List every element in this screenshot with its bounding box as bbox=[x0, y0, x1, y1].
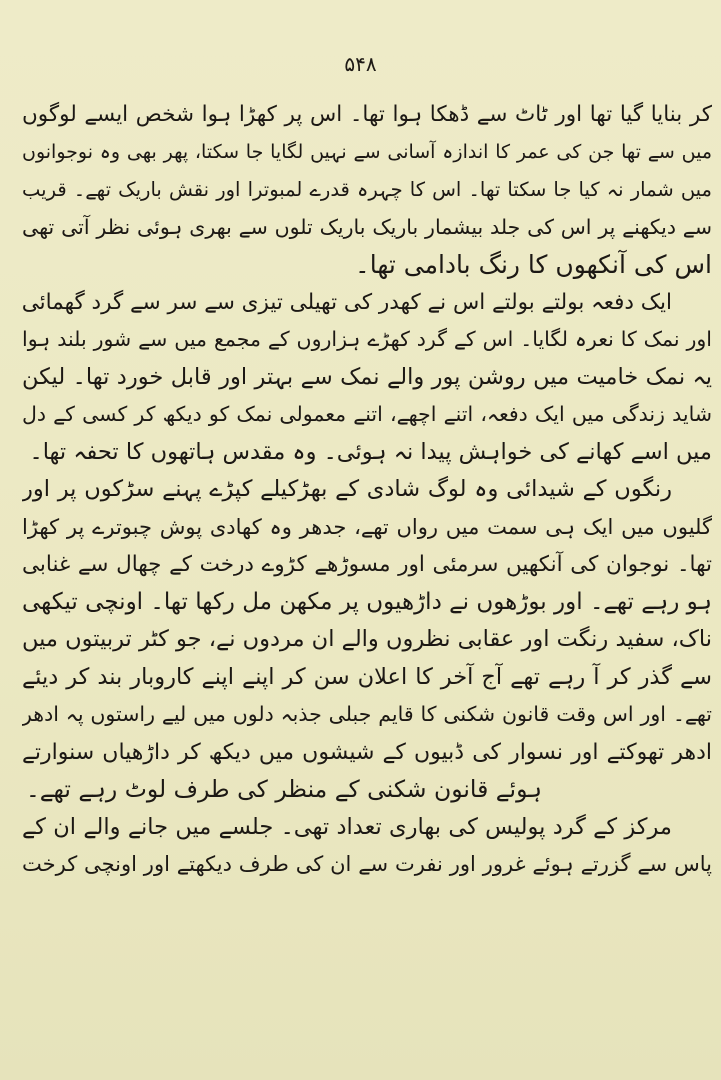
page-number: ۵۴۸ bbox=[344, 52, 377, 76]
text-line: رنگوں کے شیدائی وہ لوگ شادی کے بھڑکیلے کپڑے پہنے سڑکوں پر اور bbox=[22, 476, 672, 502]
text-line: ہو رہے تھے۔ اور بوڑھوں نے داڑھیوں پر مکھن مل رکھا تھا۔ اونچی تیکھی bbox=[22, 588, 712, 615]
text-line: میں اسے کھانے کی خواہش پیدا نہ ہوئی۔ وہ مقدس ہاتھوں کا تحفہ تھا۔ bbox=[29, 438, 712, 465]
text-line: ہوئے قانون شکنی کے منظر کی طرف لوٹ رہے تھے۔ bbox=[25, 775, 542, 803]
text-line: پاس سے گزرتے ہوئے غرور اور نفرت سے ان کی طرف دیکھتے اور اونچی کرخت bbox=[22, 852, 712, 876]
text-line: میں شمار نہ کیا جا سکتا تھا۔ اس کا چہرہ قدرے لمبوترا اور نقش باریک تھے۔ قریب bbox=[22, 178, 712, 201]
text-line: گلیوں میں ایک ہی سمت میں رواں تھے، جدھر وہ کھادی پوش چبوترے پر کھڑا bbox=[22, 514, 712, 539]
urdu-text-body bbox=[22, 96, 712, 884]
text-line: کر بنایا گیا تھا اور ٹاٹ سے ڈھکا ہوا تھا۔ اس پر کھڑا ہوا شخص ایسے لوگوں bbox=[22, 102, 712, 127]
text-line: شاید زندگی میں ایک دفعہ، اتنے اچھے، اتنے معمولی نمک کو دیکھ کر کسی کے دل bbox=[22, 402, 712, 426]
text-line: میں سے تھا جن کی عمر کا اندازہ آسانی سے نہیں لگایا جا سکتا، پھر بھی وہ نوجوانوں bbox=[22, 140, 712, 163]
text-line: سے گذر کر آ رہے تھے آج آخر کا اعلان سن کر اپنے اپنے کاروبار بند کر دیئے bbox=[22, 663, 712, 690]
text-line: اور نمک کا نعرہ لگایا۔ اس کے گرد کھڑے ہزاروں کے مجمع میں سے شور بلند ہوا bbox=[22, 327, 712, 351]
text-line: اس کی آنکھوں کا رنگ بادامی تھا۔ bbox=[355, 250, 712, 279]
text-line: تھے۔ اور اس وقت قانون شکنی کا قایم جبلی جذبہ دلوں میں لیے راستوں پہ ادھر bbox=[22, 702, 712, 726]
text-line: ناک، سفید رنگت اور عقابی نظروں والے ان مردوں نے، جو کٹر تربیتوں میں bbox=[22, 626, 712, 652]
text-line: سے دیکھنے پر اس کی جلد بیشمار باریک باریک تلوں سے بھری ہوئی نظر آتی تھی bbox=[22, 214, 712, 239]
text-line: ایک دفعہ بولتے بولتے اس نے کھدر کی تھیلی تیزی سے سر سے گرد گھمائی bbox=[22, 289, 672, 315]
text-line: تھا۔ نوجوان کی آنکھیں سرمئی اور مسوڑھے کڑوے درخت کے چھال سے غنابی bbox=[22, 552, 712, 577]
text-line: ادھر تھوکتے اور نسوار کی ڈبیوں کے شیشوں میں دیکھ کر داڑھیاں سنوارتے bbox=[22, 739, 712, 765]
text-line: یہ نمک خامیت میں روشن پور والے نمک سے بہتر اور قابل خورد تھا۔ لیکن bbox=[22, 363, 712, 390]
text-line: مرکز کے گرد پولیس کی بھاری تعداد تھی۔ جلسے میں جانے والے ان کے bbox=[22, 813, 672, 840]
